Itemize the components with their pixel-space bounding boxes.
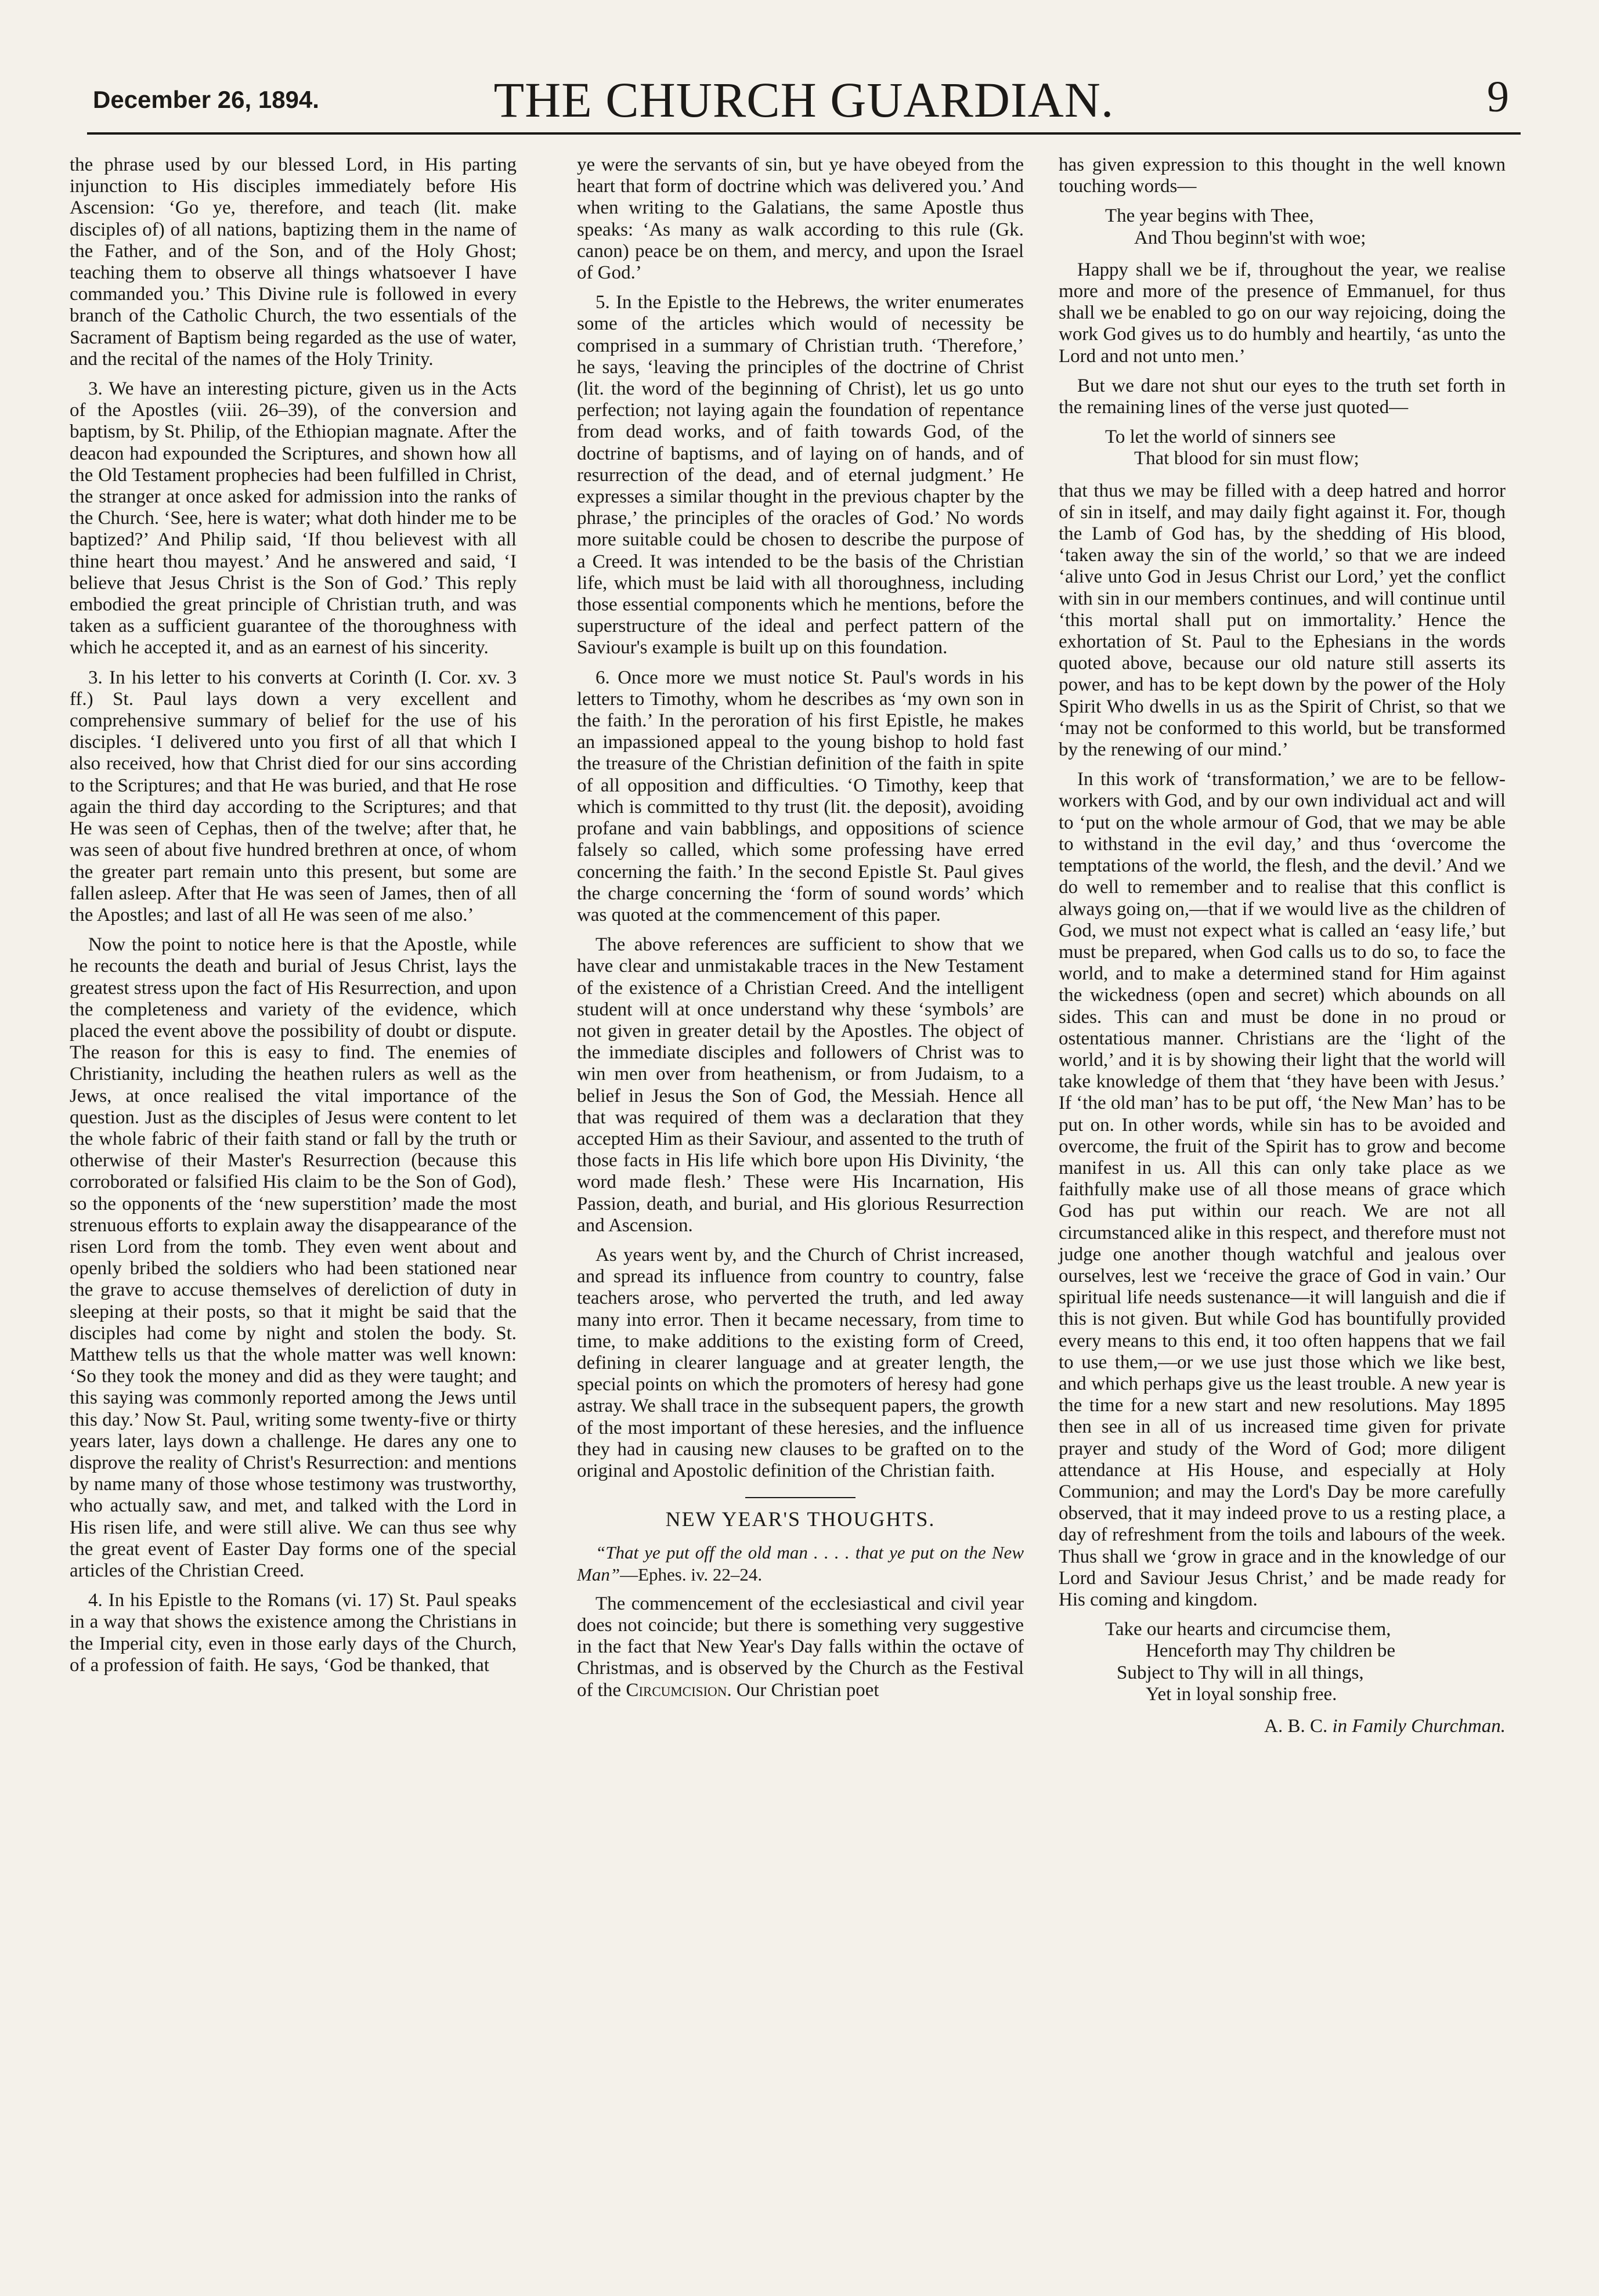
- paragraph: But we dare not shut our eyes to the truth set forth in the remaining lines of the verse just quoted—: [1059, 375, 1506, 418]
- paragraph: 5. In the Epistle to the Hebrews, the writer enumerates some of the articles which would of necessity be comprised in a summary of Christian truth. ‘Therefore,’ he says, ‘leaving the principles of the doctrine of Christ (lit. the word of the beginning of Christ), let us go unto perfection; not laying again the foundation of repentance from dead works, and of faith towards God, of the doctrine of baptisms, and of laying on of hands, and of resurrection of the dead, and of eternal judgment.’ He expresses a similar thought in the previous chapter by the phrase,’ the principles of the oracles of God.’ No words more suitable could be chosen to describe the purpose of a Creed. It was intended to be the basis of the Christian life, which must be laid with all thoroughness, including those essential components which he mentions, before the superstructure of the ideal and perfect pattern of the Saviour's example is built up on this foundation.: [577, 292, 1024, 659]
- paragraph: 4. In his Epistle to the Romans (vi. 17) St. Paul speaks in a way that shows the existence among the Christians in the Imperial city, even in those early days of the Church, of a profession of faith. He says, ‘God be thanked, that: [70, 1590, 517, 1676]
- paragraph: has given expression to this thought in the well known touching words—: [1059, 154, 1506, 197]
- signature-initials: A. B. C.: [1264, 1716, 1333, 1737]
- epigraph-reference: —Ephes. iv. 22–24.: [620, 1564, 763, 1585]
- closing-hymn: [1059, 1619, 1506, 1705]
- paragraph: 3. In his letter to his converts at Corinth (I. Cor. xv. 3 ff.) St. Paul lays down a very excellent and comprehensive summary of belief for the use of his disciples. ‘I delivered unto you first of all that which I also received, how that Christ died for our sins according to the Scriptures; and that He was buried, and that He rose again the third day according to the Scriptures; and that He was seen of Cephas, then of the twelve; after that, he was seen of about five hundred brethren at once, of whom the greater part remain unto this present, but some are fallen asleep. After that He was seen of James, then of all the Apostles; and last of all He was seen of me also.’: [70, 667, 517, 925]
- column-2: [577, 154, 1024, 1709]
- verse-line: Henceforth may Thy children be: [1146, 1640, 1396, 1662]
- paragraph: As years went by, and the Church of Christ increased, and spread its influence from country to country, false teachers arose, who perverted the truth, and led away many into error. Then it became necessary, from time to time, to make additions to the existing form of Creed, defining in clearer language and at greater length, the special points on which the promoters of heresy had gone astray. We shall trace in the subsequent papers, the growth of the most important of these heresies, and the influence they had in causing new clauses to be grafted on to the original and Apostolic definition of the Christian faith.: [577, 1244, 1024, 1481]
- masthead: [87, 68, 1521, 135]
- paragraph: In this work of ‘transformation,’ we are to be fellow-workers with God, and by our own individual act and will to ‘put on the whole armour of God, that we may be able to withstand in the evil day,’ and thus ‘overcome the temptations of the world, the flesh, and the devil.’ And we do well to remember and to realise that this conflict is always going on,—that if we would live as the children of God, we must not expect what is called an ‘easy life,’ but must be prepared, when God calls us to do so, to face the world, and to make a determined stand for Him against the wickedness (open and secret) which abounds on all sides. This can and must be done in no proud or ostentatious manner. Christians are the ‘light of the world,’ and it is by showing their light that the world will take knowledge of them that ‘they have been with Jesus.’ If ‘the old man’ has to be put off, ‘the New Man’ has to be put on. In other words, while sin has to be avoided and overcome, the fruit of the Spirit has to grow and become manifest in us. All this can only take place as we faithfully make use of all those means of grace which God has put within our reach. We are not all circumstanced alike in this respect, and therefore must not judge one another though watchful and jealous over ourselves, lest we ‘receive the grace of God in vain.’ Our spiritual life needs sustenance—it will languish and die if this is not given. But while God has bountifully provided every means to this end, it too often happens that we fail to use them,—or we use just those which we like best, and which perhaps give us the least trouble. A new year is the time for a new start and new resolutions. May 1895 then see in all of us increased time given for private prayer and study of the Word of God; more diligent attendance at His House, and especially at Holy Communion; and may the Lord's Day be more carefully observed, that it may indeed prove to us a resting place, a day of refreshment from the toils and labours of the week. Thus shall we ‘grow in grace and in the knowledge of our Lord and Saviour Jesus Christ,’ and be made ready for His coming and kingdom.: [1059, 769, 1506, 1610]
- paragraph-text: . Our Christian poet: [727, 1679, 879, 1701]
- paragraph-text: The commencement of the ecclesiastical and civil year does not coincide; but there is something very suggestive in the fact that New Year's Day falls within the octave of Christmas, and is observed by the Church as the Festival of the: [577, 1593, 1024, 1701]
- column-1: [70, 154, 517, 1684]
- epigraph: [577, 1542, 1024, 1585]
- paragraph: that thus we may be filled with a deep hatred and horror of sin in itself, and may daily fight against it. For, though the Lamb of God has, by the shedding of His blood, ‘taken away the sin of the world,’ so that we are indeed ‘alive unto God in Jesus Christ our Lord,’ yet the conflict with sin in our members continues, and will continue until ‘this mortal shall put on immortality.’ Hence the exhortation of St. Paul to the Ephesians in the words quoted above, because our old nature still asserts its power, and has to be kept down by the power of the Holy Spirit Who dwells in us as the Spirit of Christ, so that we ‘may not be conformed to this world, but be transformed by the renewing of our mind.’: [1059, 480, 1506, 761]
- signature: [1059, 1716, 1506, 1737]
- paragraph: the phrase used by our blessed Lord, in His parting injunction to His disciples immediately before His Ascension: ‘Go ye, therefore, and teach (lit. make disciples of) of all nations, baptizing them in the name of the Father, and of the Son, and of the Holy Ghost; teaching them to observe all things whatsoever I have commanded you.’ This Divine rule is followed in every branch of the Catholic Church, the two essentials of the Sacrament of Baptism being regarded as the use of water, and the recital of the names of the Holy Trinity.: [70, 154, 517, 370]
- verse-line: Subject to Thy will in all things,: [1117, 1662, 1364, 1683]
- epigraph-text: “That ye put off the old man . . . . that ye put on the New Man”: [577, 1542, 1024, 1585]
- column-3: [1059, 154, 1506, 1737]
- verse-line: Yet in loyal sonship free.: [1146, 1683, 1337, 1705]
- article-heading: NEW YEAR'S THOUGHTS.: [665, 1507, 936, 1531]
- paragraph: [577, 1593, 1024, 1701]
- verse-line: Take our hearts and circumcise them,: [1105, 1619, 1391, 1640]
- issue-date: December 26, 1894.: [93, 86, 319, 113]
- verse-line: That blood for sin must flow;: [1134, 448, 1359, 469]
- paragraph: Now the point to notice here is that the Apostle, while he recounts the death and burial of Jesus Christ, lays the greatest stress upon the fact of His Resurrection, and upon the completeness and variety of the evidence, which placed the event above the possibility of doubt or dispute. The reason for this is easy to find. The enemies of Christianity, including the heathen rulers as well as the Jews, at once realised the vital importance of the question. Just as the disciples of Jesus were content to let the whole fabric of their faith stand or fall by the truth or otherwise of their Master's Resurrection (because this corroborated or falsified His claim to be the Son of God), so the opponents of the ‘new superstition’ made the most strenuous efforts to explain away the disappearance of the risen Lord from the tomb. They even went about and openly bribed the soldiers who had been stationed near the grave to accuse themselves of dereliction of duty in sleeping at their posts, so that it might be said that the disciples had come by night and stolen the body. St. Matthew tells us that the whole matter was well known: ‘So they took the money and did as they were taught; and this saying was commonly reported among the Jews until this day.’ Now St. Paul, writing some twenty-five or thirty years later, lays down a challenge. He dares any one to disprove the reality of Christ's Resurrection: and mentions by name many of those whose testimony was trustworthy, who actually saw, and met, and talked with the Lord in His risen life, and were still alive. We can thus see why the great event of Easter Day forms one of the special articles of the Christian Creed.: [70, 934, 517, 1581]
- page-number: 9: [1487, 73, 1509, 121]
- paragraph: The above references are sufficient to show that we have clear and unmistakable traces in the New Testament of the existence of a Christian Creed. And the intelligent student will at once understand why these ‘symbols’ are not given in greater detail by the Apostles. The object of the immediate disciples and followers of Christ was to win men over from heathenism, or from Judaism, to a belief in Jesus the Son of God, the Messiah. Hence all that was required of them was a declaration that they accepted Him as their Saviour, and assented to the truth of those facts in His life which bore upon His Divinity, ‘the word made flesh.’ These were His Incarnation, His Passion, death, and burial, and His glorious Resurrection and Ascension.: [577, 934, 1024, 1236]
- paragraph: ye were the servants of sin, but ye have obeyed from the heart that form of doctrine which was delivered you.’ And when writing to the Galatians, the same Apostle thus speaks: ‘As many as walk according to this rule (Gk. canon) peace be on them, and mercy, and upon the Israel of God.’: [577, 154, 1024, 284]
- verse-quote: [1059, 205, 1506, 248]
- verse-line: The year begins with Thee,: [1105, 205, 1314, 227]
- paragraph: 6. Once more we must notice St. Paul's words in his letters to Timothy, whom he describes as ‘my own son in the faith.’ In the peroration of his first Epistle, he makes an impassioned appeal to the young bishop to hold fast the treasure of the Christian definition of the faith in spite of all opposition and difficulties. ‘O Timothy, keep that which is committed to thy trust (lit. the deposit), avoiding profane and vain babblings, and oppositions of science falsely so called, which some professing have erred concerning the faith.’ In the second Epistle St. Paul gives the charge concerning the ‘form of sound words’ which was quoted at the commencement of this paper.: [577, 667, 1024, 925]
- section-divider: [745, 1497, 856, 1498]
- verse-quote: [1059, 426, 1506, 469]
- signature-source: in Family Churchman.: [1332, 1716, 1506, 1737]
- verse-line: And Thou beginn'st with woe;: [1134, 227, 1366, 248]
- newspaper-title: THE CHURCH GUARDIAN.: [493, 72, 1114, 128]
- paragraph: Happy shall we be if, throughout the year, we realise more and more of the presence of Emmanuel, for thus shall we be enabled to go on our way rejoicing, doing the work God gives us to do humbly and heartily, ‘as unto the Lord and not unto men.’: [1059, 259, 1506, 367]
- paragraph: 3. We have an interesting picture, given us in the Acts of the Apostles (viii. 26–39), of the conversion and baptism, by St. Philip, of the Ethiopian magnate. After the deacon had expounded the Scriptures, and shown how all the Old Testament prophecies had been fulfilled in Christ, the stranger at once asked for admission into the ranks of the Church. ‘See, here is water; what doth hinder me to be baptized?’ And Philip said, ‘If thou believest with all thine heart thou mayest.’ And he answered and said, ‘I believe that Jesus Christ is the Son of God.’ This reply embodied the great principle of Christian truth, and was taken as a sufficient guarantee of the thoroughness with which he accepted it, and as an earnest of his sincerity.: [70, 378, 517, 659]
- festival-name: Circumcision: [626, 1679, 727, 1701]
- verse-line: To let the world of sinners see: [1105, 426, 1336, 448]
